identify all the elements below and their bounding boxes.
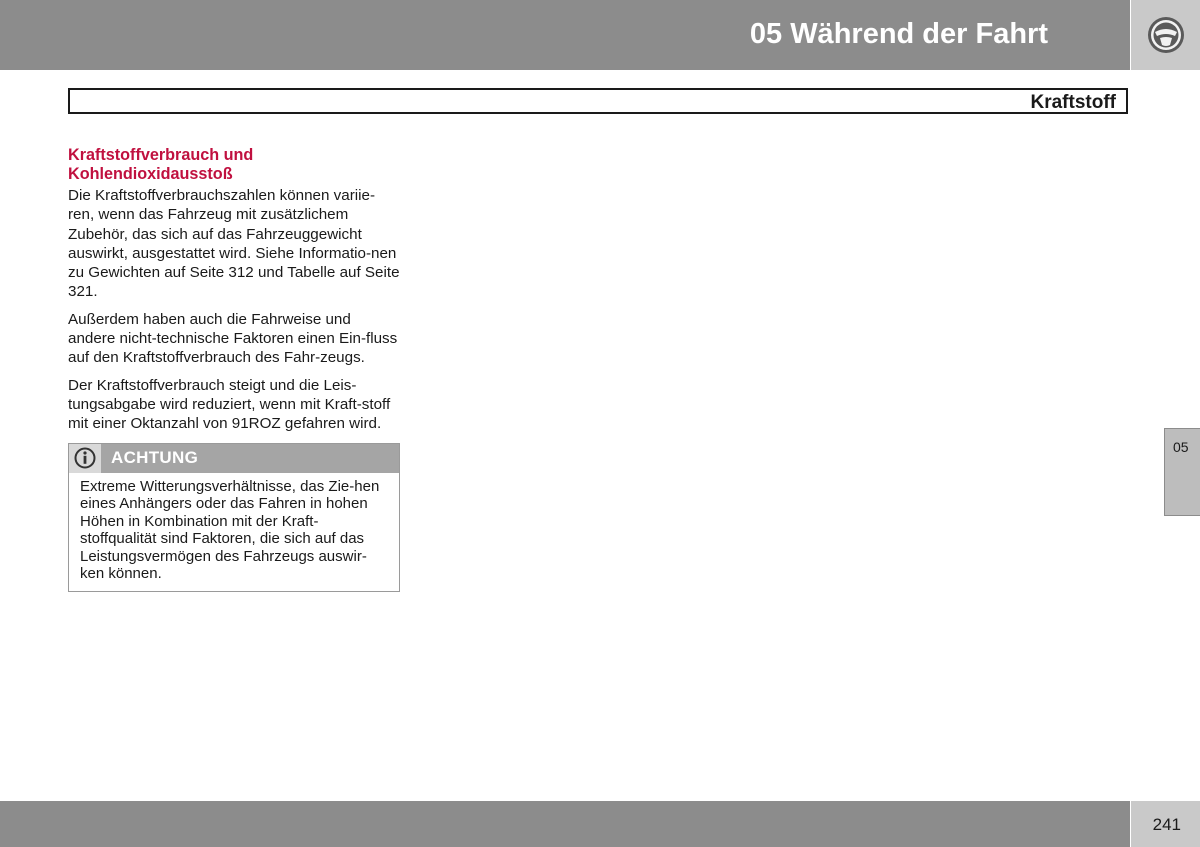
article-content: [68, 146, 400, 592]
chapter-side-tab: [1164, 428, 1200, 516]
page-number-box: [1131, 801, 1200, 847]
article-heading-line2: Kohlendioxidausstoß: [68, 165, 233, 183]
article-heading: [68, 146, 400, 184]
side-tab-label: 05: [1173, 439, 1189, 455]
note-text: Extreme Witterungsverhältnisse, das Zie-hen eines Anhängers oder das Fahren in hohen Höhen in Kombination mit der Kraft-stoffqualität sind Faktoren, die sich auf das Leistungsvermögen des Fahrzeugs auswir-ken können.: [80, 477, 380, 583]
note-header: [69, 444, 399, 473]
info-icon: [74, 447, 96, 469]
warning-note: [68, 443, 400, 592]
header-bar: [0, 0, 1130, 70]
note-icon-wrap: [69, 444, 101, 473]
paragraph-3: Der Kraftstoffverbrauch steigt und die Leis-tungsabgabe wird reduziert, wenn mit Kraft-stoff mit einer Oktanzahl von 91ROZ gefahren wird.: [68, 376, 391, 433]
section-title: Kraftstoff: [1030, 92, 1116, 113]
steering-wheel-icon: [1146, 15, 1186, 55]
paragraph-2: Außerdem haben auch die Fahrweise und andere nicht-technische Faktoren einen Ein-fluss auf den Kraftstoffverbrauch des Fahr-zeugs.: [68, 310, 398, 367]
page-number: 241: [1152, 815, 1181, 834]
article-heading-line1: Kraftstoffverbrauch und: [68, 146, 254, 164]
footer-bar: [0, 801, 1130, 847]
note-title: ACHTUNG: [111, 448, 199, 468]
chapter-title: 05 Während der Fahrt: [749, 18, 1048, 50]
chapter-icon-box: [1131, 0, 1200, 70]
paragraph-1: Die Kraftstoffverbrauchszahlen können variie-ren, wenn das Fahrzeug mit zusätzlichem Zubehör, das sich auf das Fahrzeuggewicht auswirkt, ausgestattet wird. Siehe Informatio-nen zu Gewichten auf Seite 312 und Tabelle auf Seite 321.: [68, 187, 400, 301]
section-title-box: [68, 88, 1128, 114]
